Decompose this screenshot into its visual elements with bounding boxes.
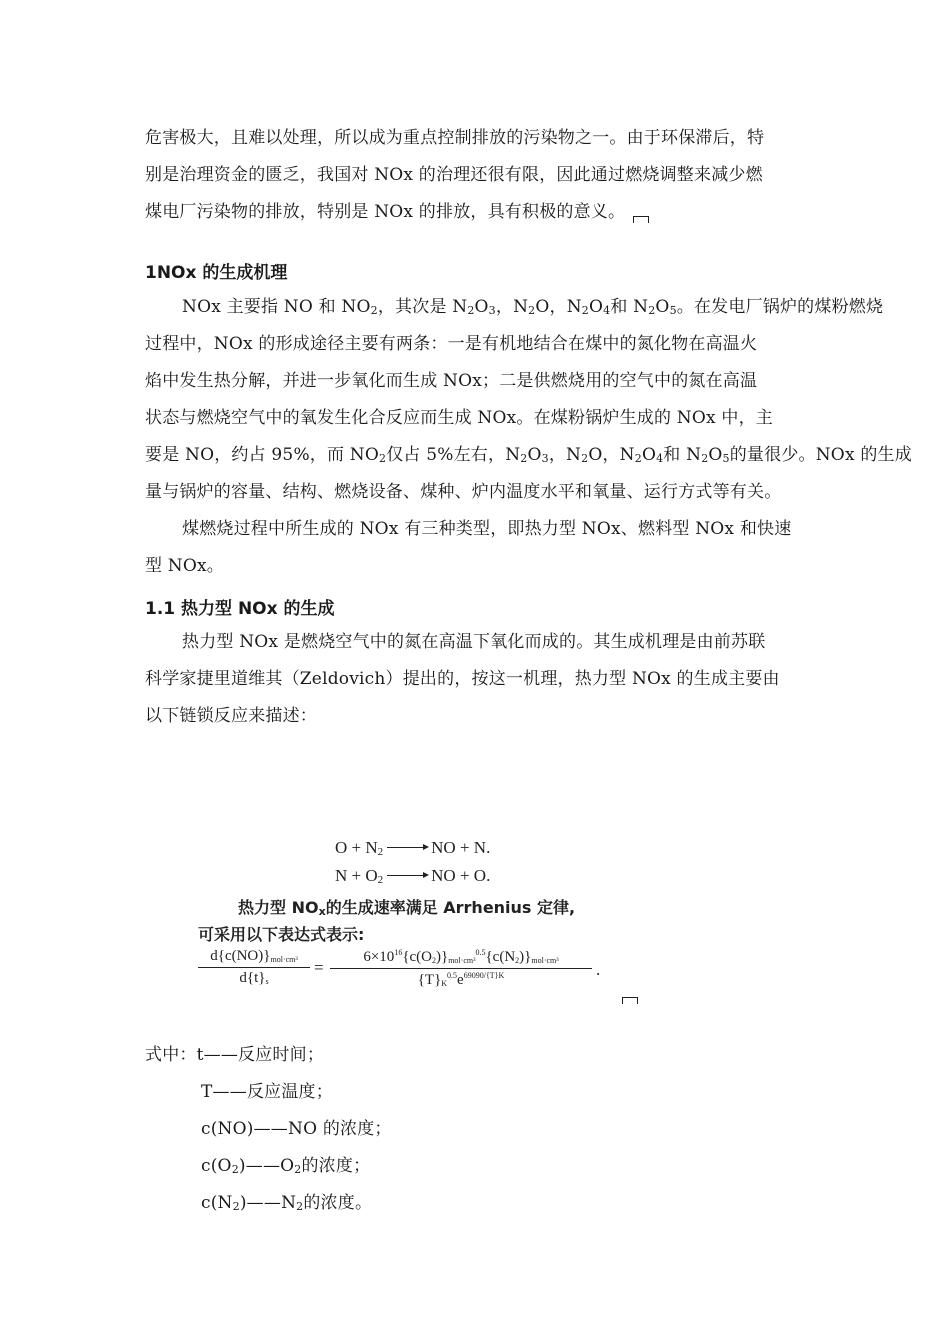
- footnote-mark-icon: [633, 216, 649, 223]
- paragraph-line: [182, 297, 883, 317]
- text-run: ，N: [548, 445, 582, 465]
- text-run: ，N: [495, 297, 529, 317]
- paragraph-text: 煤电厂污染物的排放，特别是 NOx 的排放，具有积极的意义。: [145, 202, 626, 222]
- subscript: 2: [231, 1163, 239, 1176]
- numerator-text: )}: [519, 949, 532, 965]
- subscript: 2: [520, 452, 528, 465]
- text-run: 和 N: [610, 297, 649, 317]
- paragraph-line: 状态与燃烧空气中的氧发生化合反应而生成 NOx。在煤粉锅炉生成的 NOx 中，主: [145, 408, 774, 428]
- numerator-text: 6×10: [363, 949, 395, 965]
- paragraph-line: 煤燃烧过程中所生成的 NOx 有三种类型，即热力型 NOx、燃料型 NOx 和快速: [182, 519, 792, 539]
- text-run: 要是 NO，约占 95%，而 NO: [145, 445, 380, 465]
- reaction-equation-1: [335, 838, 490, 858]
- text-run: O，N: [535, 297, 582, 317]
- subscript: 2: [370, 304, 378, 317]
- fraction-bar: [198, 967, 310, 968]
- paragraph-line: 焰中发生热分解，并进一步氧化而生成 NOx；二是供燃烧用的空气中的氮在高温: [145, 371, 758, 391]
- fraction-denominator: [198, 970, 310, 987]
- text-run: )——O: [238, 1156, 295, 1176]
- subscript: 2: [581, 452, 589, 465]
- fraction-denominator: [330, 971, 592, 989]
- text-run: 。在发电厂锅炉的煤粉燃烧: [676, 297, 884, 317]
- text-run: c(N: [201, 1193, 233, 1213]
- unit-subscript: s: [265, 977, 269, 986]
- paragraph-line: [145, 202, 649, 223]
- text-run: O: [474, 297, 489, 317]
- exponent: 0.5: [447, 971, 458, 980]
- section-heading: 1NOx 的生成机理: [145, 263, 288, 283]
- paragraph-line: 科学家捷里道维其（Zeldovich）提出的，按这一机理，热力型 NOx 的生成主要由: [145, 669, 780, 689]
- exponent: 16: [394, 948, 403, 957]
- rate-lhs-fraction: [198, 948, 310, 987]
- caption-text: 的生成速率满足 Arrhenius 定律,: [325, 898, 576, 917]
- definition-item: T——反应温度；: [201, 1082, 333, 1102]
- subscript: 2: [528, 304, 536, 317]
- subscript: 5: [669, 304, 677, 317]
- subscript: 2: [232, 1200, 240, 1213]
- unit-subscript: K: [441, 979, 448, 988]
- period-mark: .: [596, 960, 601, 979]
- footnote-mark-icon: [622, 997, 638, 1004]
- formula-caption-1: [238, 895, 575, 918]
- subscript: 2: [432, 956, 436, 965]
- exponent: 0.5: [475, 948, 486, 957]
- fraction-numerator: [330, 948, 592, 966]
- equation-left: N + O: [335, 866, 378, 885]
- numerator-text: {c(O: [402, 949, 432, 965]
- text-run: 的量很少。NOx 的生成: [729, 445, 912, 465]
- subscript: 2: [581, 304, 589, 317]
- subscript: x: [318, 905, 326, 918]
- text-run: 的浓度；: [301, 1156, 371, 1176]
- paragraph-line: 别是治理资金的匮乏，我国对 NOx 的治理还很有限，因此通过燃烧调整来减少燃: [145, 165, 763, 185]
- definition-item: c(NO)——NO 的浓度；: [201, 1119, 392, 1139]
- text-run: O: [588, 297, 604, 317]
- subscript: 2: [701, 452, 709, 465]
- text-run: O: [641, 445, 657, 465]
- subscript: 5: [722, 452, 730, 465]
- subscript: 2: [648, 304, 656, 317]
- unit-subscript: mol·cm³: [270, 955, 298, 964]
- text-run: c(O: [201, 1156, 232, 1176]
- subscript: 4: [656, 452, 664, 465]
- numerator-text: )}: [436, 949, 449, 965]
- equation-left: O + N: [335, 838, 378, 857]
- unit-subscript: mol·cm³: [531, 956, 559, 965]
- paragraph-line: 过程中，NOx 的形成途径主要有两条：一是有机地结合在煤中的氮化物在高温火: [145, 334, 758, 354]
- paragraph-line: 热力型 NOx 是燃烧空气中的氮在高温下氧化而成的。其生成机理是由前苏联: [182, 632, 766, 652]
- subscript: 2: [379, 452, 387, 465]
- subscript: 4: [603, 304, 611, 317]
- definition-item: [201, 1156, 370, 1176]
- subscript: 2: [296, 1200, 304, 1213]
- paragraph-line: [145, 445, 912, 465]
- fraction-bar: [330, 968, 592, 969]
- denominator-text: e: [457, 972, 464, 988]
- text-run: O: [527, 445, 542, 465]
- subscript: 3: [488, 304, 496, 317]
- equation-right: NO + O.: [431, 866, 491, 885]
- denominator-text: {T}: [417, 972, 442, 988]
- text-run: 仅占 5%左右，N: [386, 445, 521, 465]
- paragraph-line: 危害极大，且难以处理，所以成为重点控制排放的污染物之一。由于环保滞后，特: [145, 128, 765, 148]
- formula-caption-2: 可采用以下表达式表示:: [198, 925, 365, 944]
- subscript: 2: [377, 874, 384, 886]
- numerator-text: d{c(NO)}: [210, 948, 271, 964]
- text-run: O: [655, 297, 670, 317]
- text-run: ，其次是 N: [377, 297, 468, 317]
- paragraph-line: 型 NOx。: [145, 556, 225, 576]
- equation-right: NO + N.: [431, 838, 491, 857]
- subscript: 2: [634, 452, 642, 465]
- arrow-right-icon: [387, 847, 427, 848]
- paragraph-line: 量与锅炉的容量、结构、燃烧设备、煤种、炉内温度水平和氧量、运行方式等有关。: [145, 482, 782, 502]
- subscript: 2: [467, 304, 475, 317]
- caption-text: 热力型 NO: [238, 898, 319, 917]
- text-run: 和 N: [663, 445, 702, 465]
- subscript: 2: [294, 1163, 302, 1176]
- text-run: O: [708, 445, 723, 465]
- reaction-equation-2: [335, 866, 490, 886]
- subscript: 2: [515, 956, 520, 965]
- exponent: 69090/{T}K: [463, 971, 505, 980]
- equals-sign: =: [314, 958, 324, 977]
- text-run: NOx 主要指 NO 和 NO: [182, 297, 371, 317]
- denominator-text: d{t}: [239, 970, 266, 986]
- text-run: 的浓度。: [303, 1193, 373, 1213]
- paragraph-line: 以下链锁反应来描述：: [145, 706, 317, 726]
- subscript: 3: [541, 452, 549, 465]
- text-run: O，N: [588, 445, 635, 465]
- subscript: 2: [377, 846, 384, 858]
- fraction-numerator: [198, 948, 310, 965]
- definition-lead: 式中：t——反应时间；: [145, 1045, 325, 1065]
- text-run: )——N: [239, 1193, 297, 1213]
- arrow-right-icon: [387, 875, 427, 876]
- definition-item: [201, 1193, 372, 1213]
- numerator-text: {c(N: [485, 949, 516, 965]
- unit-subscript: mol·cm³: [448, 956, 476, 965]
- subsection-heading: 1.1 热力型 NOx 的生成: [145, 599, 335, 619]
- rate-rhs-fraction: [330, 948, 592, 989]
- formula-figure: [190, 830, 620, 1005]
